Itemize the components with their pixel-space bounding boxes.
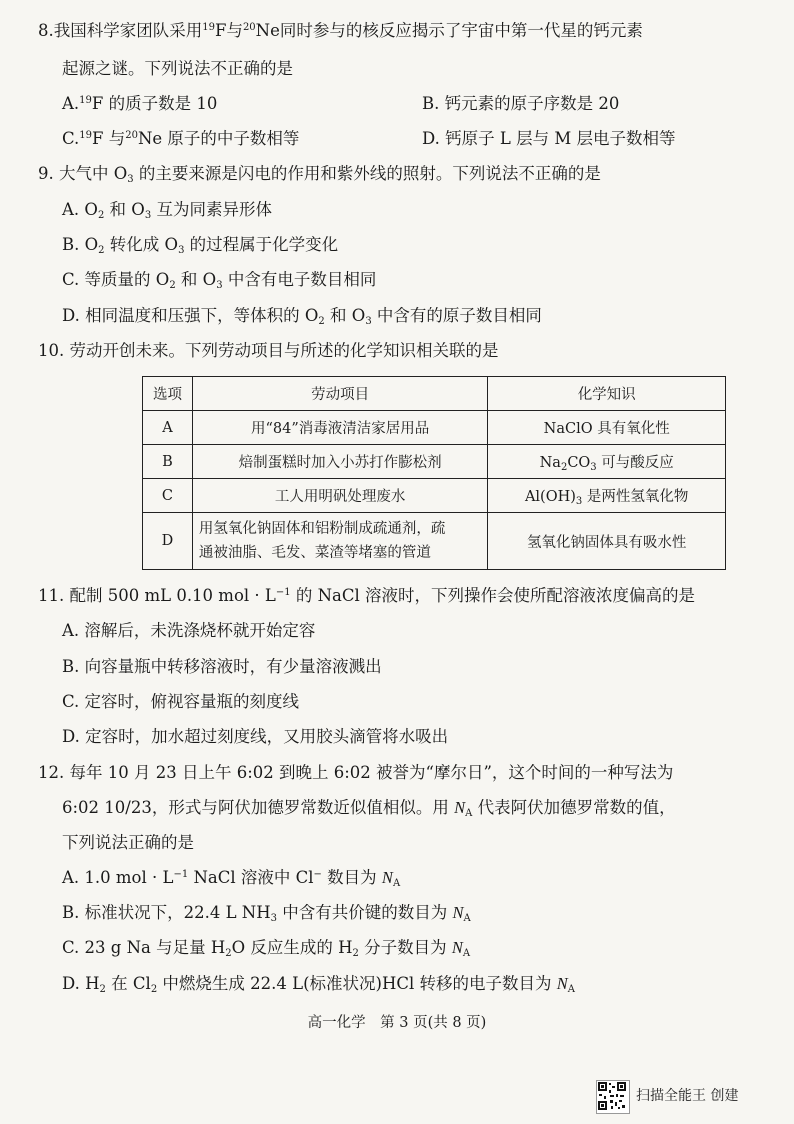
row-option: B xyxy=(143,445,193,479)
row-labor: 焙制蛋糕时加入小苏打作膨松剂 xyxy=(192,445,487,479)
q8-option-a: A.$^{19}$F 的质子数是 10 xyxy=(62,94,218,113)
q9-option-b: B. $O_2$ 转化成 $O_3$ 的过程属于化学变化 xyxy=(62,235,339,256)
q8-option-d: D. 钙原子 L 层与 M 层电子数相等 xyxy=(422,129,676,148)
header-labor: 劳动项目 xyxy=(192,377,487,411)
page-footer: 高一化学 第 3 页(共 8 页) xyxy=(307,1015,487,1031)
q12-stem-line2: 6:02 10/23，形式与阿伏加德罗常数近似值相似。用 $N_A$ 代表阿伏加德罗常数的值， xyxy=(62,798,676,819)
table-row xyxy=(143,411,726,445)
q12-option-c: C. 23 g Na 与足量 $H_2O$ 反应生成的 $H_2$ 分子数目为 $N_A$ xyxy=(62,938,471,959)
q8-option-c: C.$^{19}$F 与$^{20}$Ne 原子的中子数相等 xyxy=(62,129,300,148)
row-labor: 用“84”消毒液清洁家居用品 xyxy=(192,411,487,445)
q12-option-b: B. 标准状况下，22.4 L $NH_3$ 中含有共价键的数目为 $N_A$ xyxy=(62,903,471,924)
row-chem: 氢氧化钠固体具有吸水性 xyxy=(488,513,726,570)
q11-option-c: C. 定容时，俯视容量瓶的刻度线 xyxy=(62,692,300,711)
q11-option-b: B. 向容量瓶中转移溶液时，有少量溶液溅出 xyxy=(62,657,382,676)
q8-stem-line2: 起源之谜。下列说法不正确的是 xyxy=(62,59,293,78)
row-chem: NaClO 具有氧化性 xyxy=(488,411,726,445)
q11-stem: 11. 配制 500 mL 0.10 mol · $L^{-1}$ 的 NaCl 溶液时，下列操作会使所配溶液浓度偏高的是 xyxy=(38,586,696,605)
q10-table xyxy=(142,376,726,570)
q9-option-a: A. $O_2$ 和 $O_3$ 互为同素异形体 xyxy=(62,200,272,221)
row-option: C xyxy=(143,479,193,513)
q11-option-a: A. 溶解后，未洗涤烧杯就开始定容 xyxy=(62,621,316,640)
q12-stem-line3: 下列说法正确的是 xyxy=(62,833,194,852)
scanner-watermark: 扫描全能王 创建 xyxy=(636,1088,739,1104)
table-header-row xyxy=(143,377,726,411)
row-labor: 工人用明矾处理废水 xyxy=(192,479,487,513)
row-labor: 用氢氧化钠固体和铝粉制成疏通剂，疏 通被油脂、毛发、菜渣等堵塞的管道 xyxy=(192,513,487,570)
q10-stem: 10. 劳动开创未来。下列劳动项目与所述的化学知识相关联的是 xyxy=(38,341,499,360)
row-option: D xyxy=(143,513,193,570)
table-row xyxy=(143,513,726,570)
q9-stem: 9. 大气中 $O_3$ 的主要来源是闪电的作用和紫外线的照射。下列说法不正确的是 xyxy=(38,164,601,185)
row-chem: $Al(OH)_3$ 是两性氢氧化物 xyxy=(488,479,726,513)
header-chem: 化学知识 xyxy=(488,377,726,411)
q8-stem-line1: 8.我国科学家团队采用$^{19}$F与$^{20}$Ne同时参与的核反应揭示了宇宙中第一代星的钙元素 xyxy=(38,21,643,40)
q12-option-a: A. 1.0 mol · $L^{-1}$ NaCl 溶液中 Cl− 数目为 $N_A$ xyxy=(62,868,401,889)
header-option: 选项 xyxy=(143,377,193,411)
q12-option-d: D. $H_2$ 在 $Cl_2$ 中燃烧生成 22.4 L(标准状况)HCl 转移的电子数目为 $N_A$ xyxy=(62,974,576,995)
table-row xyxy=(143,479,726,513)
row-chem: $Na_2CO_3$ 可与酸反应 xyxy=(488,445,726,479)
q11-option-d: D. 定容时，加水超过刻度线，又用胶头滴管将水吸出 xyxy=(62,727,449,746)
q9-option-c: C. 等质量的 $O_2$ 和 $O_3$ 中含有电子数目相同 xyxy=(62,270,377,291)
q9-option-d: D. 相同温度和压强下，等体积的 $O_2$ 和 $O_3$ 中含有的原子数目相同 xyxy=(62,306,542,327)
table-row xyxy=(143,445,726,479)
q8-option-b: B. 钙元素的原子序数是 20 xyxy=(422,94,620,113)
row-option: A xyxy=(143,411,193,445)
qr-code-icon xyxy=(596,1080,630,1114)
q12-stem-line1: 12. 每年 10 月 23 日上午 6:02 到晚上 6:02 被誉为“摩尔日”，这个时间的一种写法为 xyxy=(38,763,674,782)
